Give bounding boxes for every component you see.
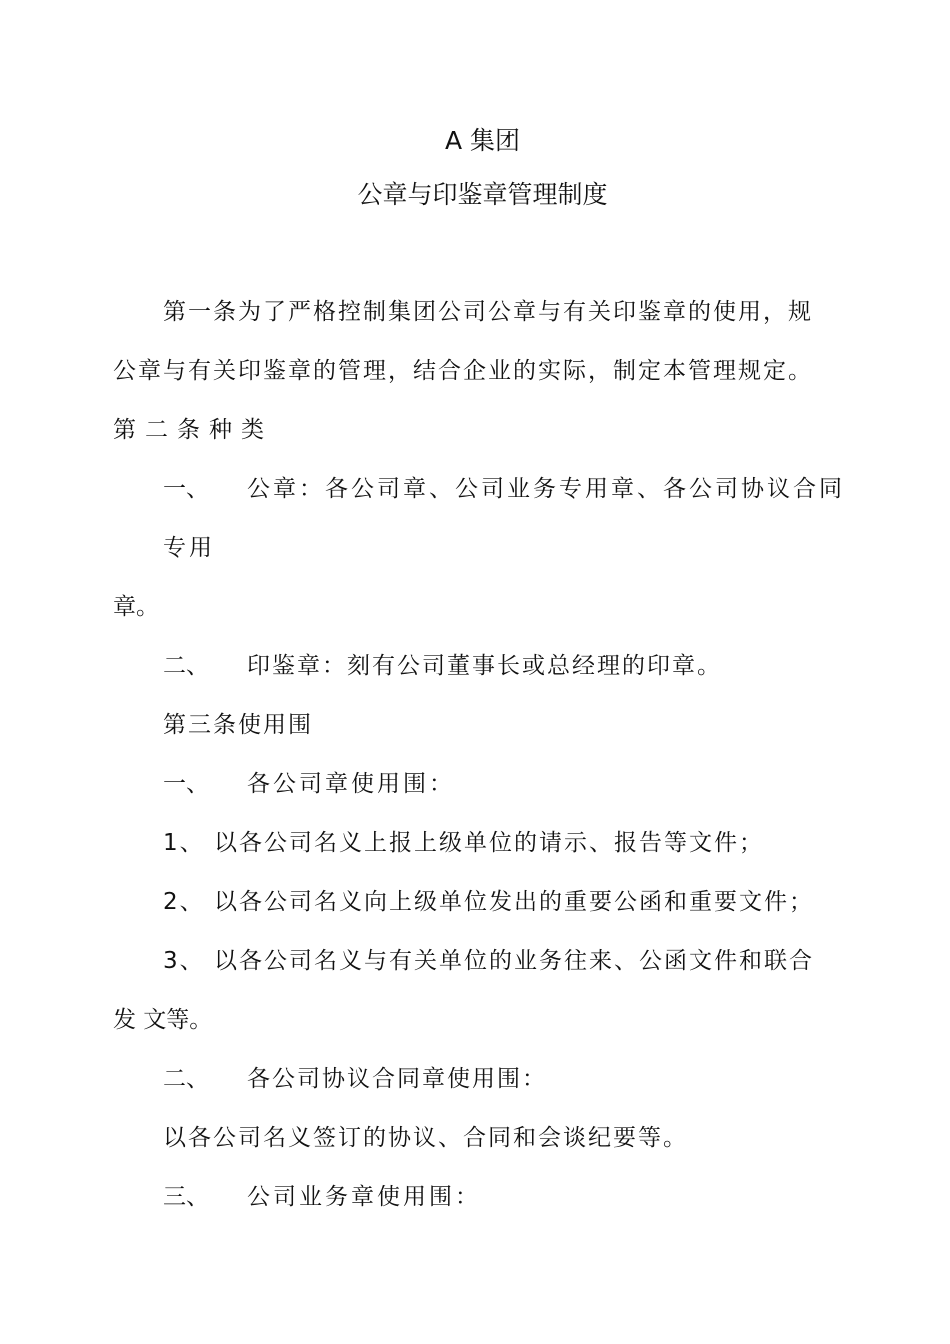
article2-item2-marker: 二、 (163, 653, 209, 679)
article3-section1-item3: 3、 以各公司名义与有关单位的业务往来、公函文件和联合 (163, 948, 814, 974)
article3-section1-item2: 2、 以各公司名义向上级单位发出的重要公函和重要文件； (163, 889, 814, 915)
article2-item1-marker: 一、 (163, 476, 209, 502)
article1-line2: 公章与有关印鉴章的管理，结合企业的实际，制定本管理规定。 (113, 358, 813, 384)
article3-section3-text: 公司业务章使用围： (247, 1184, 481, 1210)
article2-item1-text-end: 章。 (113, 594, 159, 620)
document-title-main: 公章与印鉴章管理制度 (357, 180, 608, 209)
article3-section3-marker: 三、 (163, 1184, 209, 1210)
article3-heading: 第三条使用围 (163, 712, 313, 738)
document-title-company: A 集团 (444, 126, 521, 155)
article2-item1-text-cont: 专用 (163, 535, 215, 561)
article3-section1-item1: 1、 以各公司名义上报上级单位的请示、报告等文件； (163, 830, 764, 856)
article3-section1-text: 各公司章使用围： (247, 771, 455, 797)
article3-section2-marker: 二、 (163, 1066, 209, 1092)
article3-section2-text: 各公司协议合同章使用围： (247, 1066, 547, 1092)
article2-heading: 第二条种类 (113, 417, 273, 443)
article3-section1-marker: 一、 (163, 771, 209, 797)
article1-line1: 第一条为了严格控制集团公司公章与有关印鉴章的使用，规 (163, 299, 813, 325)
article3-section2-body: 以各公司名义签订的协议、合同和会谈纪要等。 (163, 1125, 688, 1151)
article2-item2-text: 印鉴章：刻有公司董事长或总经理的印章。 (247, 653, 722, 679)
article2-item1-text: 公章：各公司章、公司业务专用章、各公司协议合同 (247, 476, 845, 502)
article3-section1-item3-cont: 发 文等。 (113, 1007, 213, 1033)
